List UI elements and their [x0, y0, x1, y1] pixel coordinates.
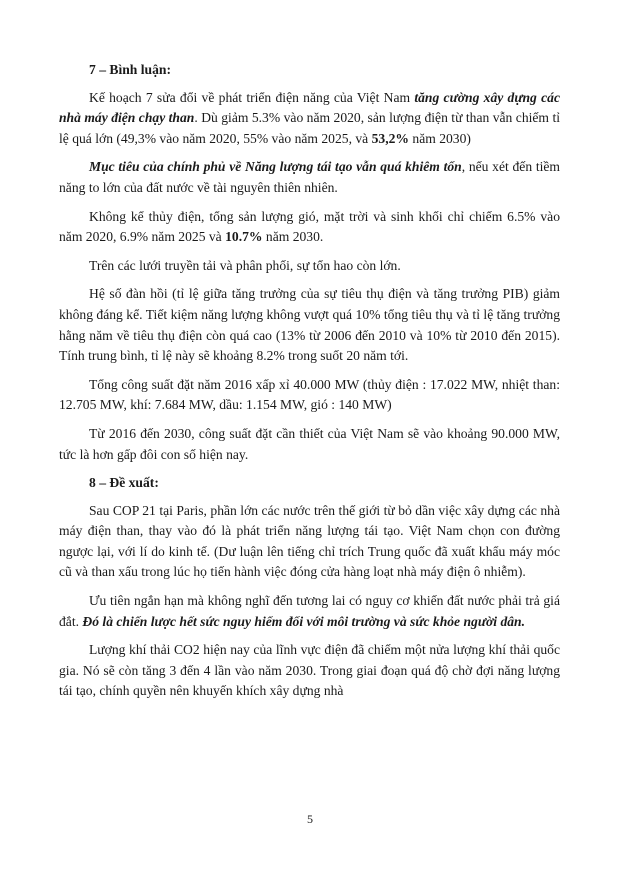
- text-run: Hệ số đàn hồi (tỉ lệ giữa tăng trưởng của sự tiêu thụ điện và tăng trưởng PIB) giảm không đáng kể. Tiết kiệm năng lượng không vượt quá 10% tổng tiêu thụ và tỉ lệ tăng trưởng hằng năm về tiêu thụ điện còn quá cao (13% từ 2006 đến 2010 và 10% từ 2010 đến 2015). Tính trung bình, tỉ lệ này sẽ khoảng 8.2% trong suốt 20 năm tới.: [59, 286, 560, 364]
- paragraph: [59, 640, 560, 702]
- bold-run: 10.7%: [225, 229, 263, 245]
- text-run: Sau COP 21 tại Paris, phần lớn các nước trên thế giới từ bỏ dần việc xây dựng các nhà máy điện than, thay vào đó là phát triển năng lượng tái tạo. Việt Nam chọn con đường ngược lại, với lí do kinh tế. (Dư luận lên tiếng chỉ trích Trung quốc đã xuất khẩu máy móc cũ và than xấu trong lúc họ tiến hành việc đóng cửa hàng loạt nhà máy điện ô nhiễm).: [59, 502, 560, 580]
- text-run: Không kể thủy điện, tổng sản lượng gió, mặt trời và sinh khối chỉ chiếm 6.5% vào năm 2020, 6.9% năm 2025 và: [59, 208, 560, 245]
- page-content: [59, 60, 560, 710]
- text-run: năm 2030): [409, 130, 471, 146]
- paragraph: [59, 284, 560, 366]
- bold-run: 53,2%: [371, 130, 409, 146]
- paragraph: [59, 375, 560, 416]
- text-run: , nếu xét đến tiềm năng to lớn của đất nước về tài nguyên thiên nhiên.: [59, 159, 561, 195]
- text-run: Tổng công suất đặt năm 2016 xấp xỉ 40.000 MW (thủy điện : 17.022 MW, nhiệt than: 12.705 MW, khí: 7.684 MW, dầu: 1.154 MW, gió : 140 MW): [59, 376, 560, 413]
- text-run: Ưu tiên ngắn hạn mà không nghĩ đến tương lai có nguy cơ khiến đất nước phải trả giá đắt.: [59, 593, 560, 629]
- emphasis-run: tăng cường xây dựng các nhà máy điện chạy than: [59, 89, 560, 126]
- page-number: 5: [307, 812, 313, 826]
- paragraph: [59, 424, 560, 465]
- paragraph: [59, 207, 560, 248]
- text-run: Trên các lưới truyền tải và phân phối, sự tổn hao còn lớn.: [89, 257, 401, 273]
- paragraph: [59, 256, 560, 277]
- text-run: Lượng khí thải CO2 hiện nay của lĩnh vực điện đã chiếm một nửa lượng khí thải quốc gia. Nó sẽ còn tăng 3 đến 4 lần vào năm 2030. Trong giai đoạn quá độ chờ đợi năng lượng tái tạo, chính quyền nên khuyến khích xây dựng nhà: [59, 642, 560, 699]
- paragraph: [59, 501, 560, 583]
- paragraph: [59, 88, 560, 150]
- paragraph: [59, 591, 560, 632]
- text-run: . Dù giảm 5.3% vào năm 2020, sản lượng điện từ than vẫn chiếm tỉ lệ quá lớn (49,3% vào năm 2020, 55% vào năm 2025, và: [59, 110, 560, 146]
- paragraph: [59, 157, 560, 198]
- section-heading-de-xuat: 8 – Đề xuất:: [89, 475, 159, 491]
- section-heading-binh-luan: 7 – Bình luận:: [89, 62, 171, 77]
- text-run: Kế hoạch 7 sửa đổi về phát triển điện năng của Việt Nam: [89, 89, 415, 105]
- emphasis-run: Đó là chiến lược hết sức nguy hiểm đối với môi trường và sức khỏe người dân.: [82, 613, 526, 629]
- emphasis-run: Mục tiêu của chính phủ về Năng lượng tái tạo vẫn quá khiêm tốn: [89, 159, 462, 175]
- text-run: Từ 2016 đến 2030, công suất đặt cần thiết của Việt Nam sẽ vào khoảng 90.000 MW, tức là hơn gấp đôi con số hiện nay.: [59, 425, 560, 462]
- text-run: năm 2030.: [262, 229, 324, 245]
